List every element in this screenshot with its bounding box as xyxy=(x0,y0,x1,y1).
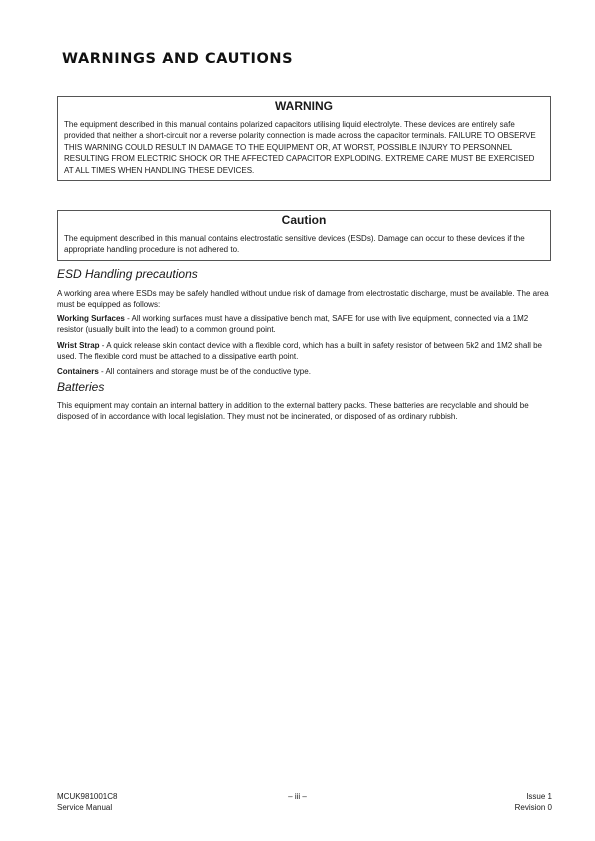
warning-heading: WARNING xyxy=(275,99,333,113)
revision-label: Revision 0 xyxy=(514,803,552,813)
esd-item-working-surfaces xyxy=(57,313,551,336)
esd-item-term: Containers xyxy=(57,367,99,376)
esd-item-term: Wrist Strap xyxy=(57,341,100,350)
footer-right xyxy=(515,791,552,814)
caution-text: The equipment described in this manual contains electrostatic sensitive devices (ESDs). Damage can occur to these devices if the appropriate handling procedure is not adhered to. xyxy=(64,234,525,255)
batteries-section-title: Batteries xyxy=(57,380,105,394)
esd-item-term: Working Surfaces xyxy=(57,314,125,323)
caution-heading: Caution xyxy=(281,213,327,227)
warning-text: The equipment described in this manual contains polarized capacitors utilising liquid electrolyte. These devices are entirely safe provided that neither a short-circuit nor a reverse polarity connection is made across the capacitor terminals. FAILURE TO OBSERVE THIS WARNING COULD RESULT IN DAMAGE TO THE EQUIPMENT OR, AT WORST, POSSIBLE INJURY TO PERSONNEL RESULTING FROM ELECTRIC SHOCK OR THE AFFECTED CAPACITOR EXPLODING. EXTREME CARE MUST BE EXERCISED AT ALL TIMES WHEN HANDLING THESE DEVICES. xyxy=(64,120,536,175)
esd-intro: A working area where ESDs may be safely handled without undue risk of damage from electrostatic discharge, must be available. The area must be equipped as follows: xyxy=(57,289,549,310)
esd-item-text: - A quick release skin contact device with a flexible cord, which has a built in safety resistor of between 5k2 and 1M2 shall be used. The flexible cord must be attached to a dissipative earth point. xyxy=(57,341,542,362)
footer-center xyxy=(0,791,595,802)
esd-item-text: - All containers and storage must be of the conductive type. xyxy=(98,367,311,376)
esd-item-text: - All working surfaces must have a dissipative bench mat, SAFE for use with live equipment, connected via a 1M2 resistor (usually built into the lead) to a common ground point. xyxy=(57,314,529,335)
doc-type: Service Manual xyxy=(57,803,113,813)
esd-section-title: ESD Handling precautions xyxy=(57,267,198,281)
esd-item-wrist-strap xyxy=(57,340,551,363)
warning-box xyxy=(57,96,551,181)
caution-box xyxy=(57,210,551,261)
page-title: WARNINGS AND CAUTIONS xyxy=(62,51,294,67)
page-number: – iii – xyxy=(288,792,307,801)
batteries-text: This equipment may contain an internal battery in addition to the external battery packs. These batteries are recyclable and should be disposed of in accordance with local legislation. They must not be incinerated, or disposed of as ordinary rubbish. xyxy=(57,401,529,422)
doc-number: MCUK981001C8 xyxy=(57,792,118,801)
issue-label: Issue 1 xyxy=(526,792,552,801)
esd-item-containers xyxy=(57,366,551,377)
